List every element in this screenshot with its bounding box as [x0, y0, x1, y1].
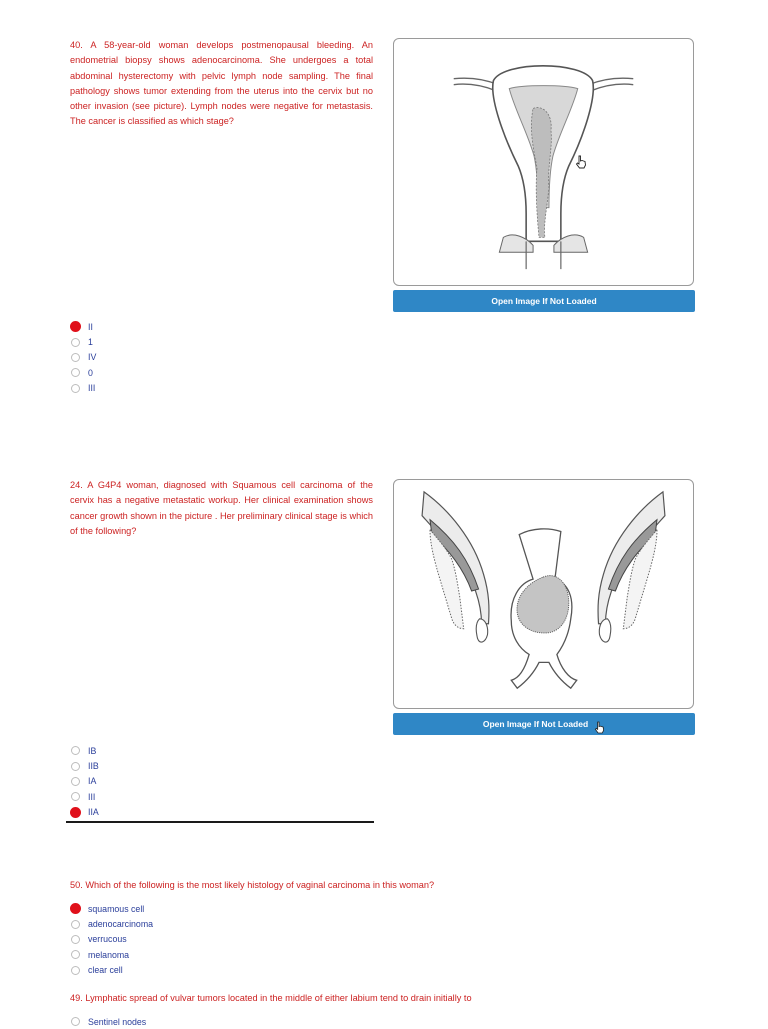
- question-40-options: [70, 319, 96, 396]
- radio-button[interactable]: [70, 903, 81, 914]
- hand-cursor-icon: [575, 155, 587, 169]
- cervix-diagram: [394, 480, 693, 708]
- option-iib[interactable]: [70, 758, 99, 773]
- radio-button[interactable]: [71, 353, 80, 362]
- radio-button[interactable]: [70, 321, 81, 332]
- option-label: IIA: [88, 807, 99, 818]
- radio-button[interactable]: [71, 777, 80, 786]
- option-ii[interactable]: [70, 319, 96, 334]
- section-divider: [66, 821, 374, 823]
- option-iii[interactable]: [70, 789, 99, 804]
- option-label: clear cell: [88, 965, 123, 976]
- open-image-button-label: Open Image If Not Loaded: [482, 719, 589, 729]
- radio-button[interactable]: [71, 966, 80, 975]
- radio-button[interactable]: [71, 1017, 80, 1026]
- option-label: 1: [88, 337, 93, 348]
- question-40-text: 40. A 58-year-old woman develops postmenopausal bleeding. An endometrial biopsy shows adenocarcinoma. She undergoes a total abdominal hysterectomy with pelvic lymph node sampling. The final pathology shows tumor extending from the uterus into the cervix but no other invasion (see picture). Lymph nodes were negative for metastasis. The cancer is classified as which stage?: [70, 40, 373, 127]
- question-40-image[interactable]: [393, 38, 694, 286]
- option-label: IV: [88, 352, 97, 363]
- question-49-text: 49. Lymphatic spread of vulvar tumors located in the middle of either labium tend to drain initially to: [70, 993, 472, 1003]
- option-verrucous[interactable]: [70, 932, 153, 947]
- option-label: 0: [88, 367, 93, 378]
- radio-button[interactable]: [71, 762, 80, 771]
- option-ia[interactable]: [70, 774, 99, 789]
- option-label: squamous cell: [88, 903, 145, 914]
- option-label: IB: [88, 745, 97, 756]
- option-sentinel-nodes[interactable]: [70, 1014, 146, 1029]
- question-50-options: [70, 901, 153, 978]
- option-iia[interactable]: [70, 805, 99, 820]
- radio-button[interactable]: [71, 950, 80, 959]
- open-image-button[interactable]: Open Image If Not Loaded: [393, 290, 695, 312]
- radio-button[interactable]: [71, 935, 80, 944]
- option-label: III: [88, 383, 96, 394]
- option-squamous-cell[interactable]: [70, 901, 153, 916]
- option-label: IIB: [88, 761, 99, 772]
- radio-button[interactable]: [70, 807, 81, 818]
- radio-button[interactable]: [71, 384, 80, 393]
- option-iii[interactable]: [70, 381, 96, 396]
- option-iv[interactable]: [70, 350, 96, 365]
- question-24-text: 24. A G4P4 woman, diagnosed with Squamous cell carcinoma of the cervix has a negative metastatic workup. Her clinical examination shows cancer growth shown in the picture . Her preliminary clinical stage is which of the following?: [70, 480, 373, 536]
- radio-button[interactable]: [71, 746, 80, 755]
- question-50-text: 50. Which of the following is the most likely histology of vaginal carcinoma in this woman?: [70, 880, 435, 890]
- option-clear-cell[interactable]: [70, 963, 153, 978]
- option-1[interactable]: [70, 334, 96, 349]
- question-24-options: [70, 743, 99, 820]
- uterus-diagram: [394, 39, 693, 285]
- option-label: III: [88, 791, 96, 802]
- option-label: verrucous: [88, 934, 127, 945]
- option-ib[interactable]: [70, 743, 99, 758]
- option-label: melanoma: [88, 949, 130, 960]
- hand-cursor-icon: [594, 721, 605, 734]
- option-adenocarcinoma[interactable]: [70, 916, 153, 931]
- question-24-image[interactable]: [393, 479, 694, 709]
- radio-button[interactable]: [71, 792, 80, 801]
- radio-button[interactable]: [71, 920, 80, 929]
- option-melanoma[interactable]: [70, 947, 153, 962]
- open-image-button[interactable]: [393, 713, 695, 735]
- question-49-options: [70, 1014, 146, 1029]
- option-label: adenocarcinoma: [88, 919, 154, 930]
- option-label: IA: [88, 776, 97, 787]
- radio-button[interactable]: [71, 338, 80, 347]
- option-0[interactable]: [70, 365, 96, 380]
- option-label: II: [88, 321, 93, 332]
- radio-button[interactable]: [71, 368, 80, 377]
- option-label: Sentinel nodes: [88, 1016, 147, 1027]
